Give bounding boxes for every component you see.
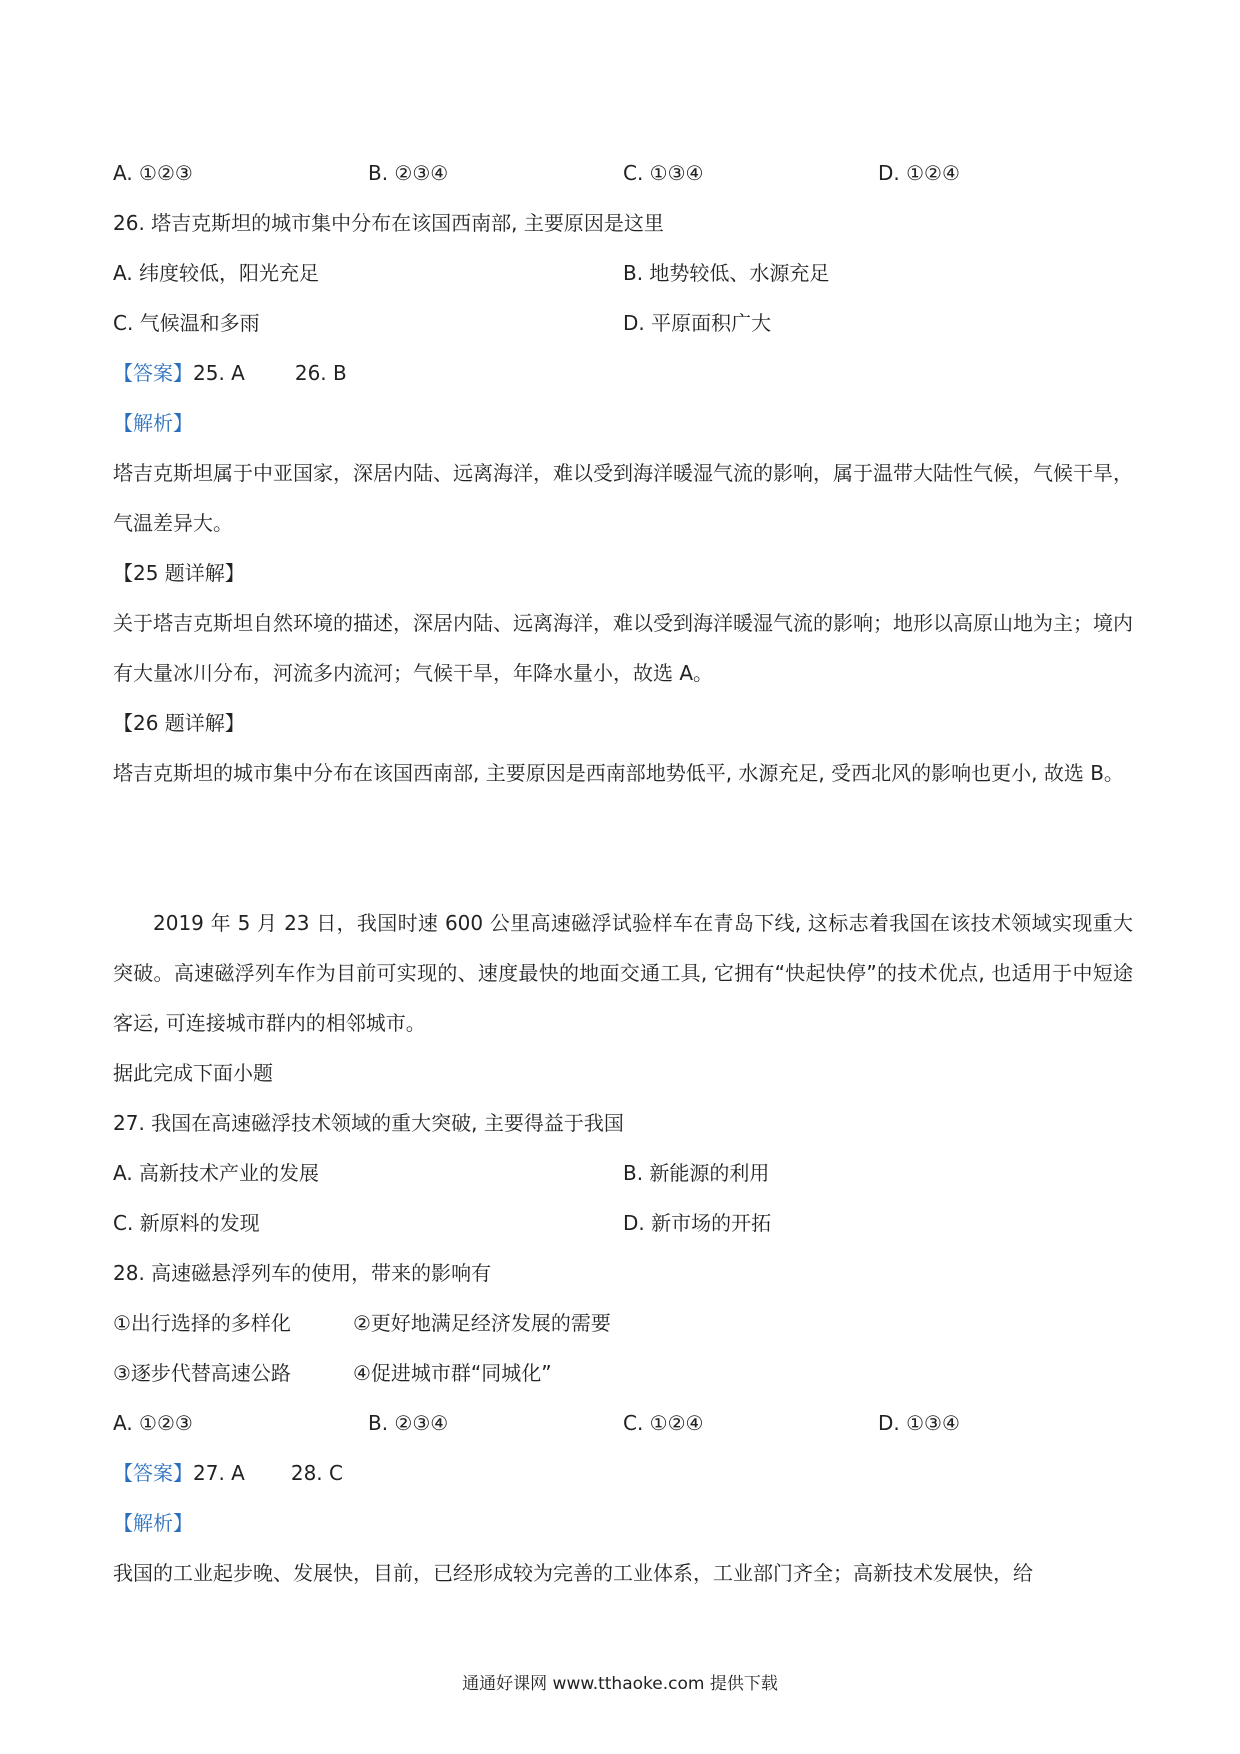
q28-item-4: ④促进城市群“同城化” (353, 1361, 552, 1385)
q25-option-d: D. ①②④ (878, 161, 960, 185)
q28-option-d: D. ①③④ (878, 1411, 960, 1435)
answer-line-2 (113, 1458, 343, 1488)
answer-label: 【答案】 (113, 1461, 193, 1485)
q28-option-c: C. ①②④ (623, 1411, 704, 1435)
analysis-label-1: 【解析】 (113, 411, 193, 435)
q28-item-1: ①出行选择的多样化 (113, 1311, 291, 1335)
q26-option-d: D. 平原面积广大 (623, 311, 772, 335)
analysis-text-2: 我国的工业起步晚、发展快，目前，已经形成较为完善的工业体系，工业部门齐全；高新技术发展快，给 (113, 1561, 1033, 1585)
answer-line-1 (113, 358, 347, 388)
q28-option-a: A. ①②③ (113, 1411, 193, 1435)
detail-25-label: 【25 题详解】 (113, 561, 245, 585)
q25-option-b: B. ②③④ (368, 161, 449, 185)
q26-option-c: C. 气候温和多雨 (113, 311, 260, 335)
q28-item-3: ③逐步代替高速公路 (113, 1361, 291, 1385)
answer-27: 27. A (193, 1461, 245, 1485)
passage-text: 2019 年 5 月 23 日，我国时速 600 公里高速磁浮试验样车在青岛下线, 这标志着我国在该技术领域实现重大突破。高速磁浮列车作为目前可实现的、速度最快的地面交通工具, 它拥有“快起快停”的技术优点, 也适用于中短途客运, 可连接城市群内的相邻城市。 (113, 911, 1133, 1035)
q26-stem: 26. 塔吉克斯坦的城市集中分布在该国西南部, 主要原因是这里 (113, 211, 664, 235)
detail-26-text: 塔吉克斯坦的城市集中分布在该国西南部, 主要原因是西南部地势低平, 水源充足, 受西北风的影响也更小, 故选 B。 (113, 761, 1124, 785)
analysis-text-1: 塔吉克斯坦属于中亚国家，深居内陆、远离海洋，难以受到海洋暖湿气流的影响，属于温带大陆性气候，气候干旱，气温差异大。 (113, 461, 1133, 535)
q27-stem: 27. 我国在高速磁浮技术领域的重大突破, 主要得益于我国 (113, 1111, 624, 1135)
answer-25: 25. A (193, 361, 245, 385)
q28-item-2: ②更好地满足经济发展的需要 (353, 1311, 611, 1335)
q28-stem: 28. 高速磁悬浮列车的使用，带来的影响有 (113, 1261, 492, 1285)
q25-option-c: C. ①③④ (623, 161, 704, 185)
detail-26-label: 【26 题详解】 (113, 711, 245, 735)
page-footer: 通通好课网 www.tthaoke.com 提供下载 (462, 1674, 778, 1694)
answer-26: 26. B (294, 361, 347, 385)
answer-label: 【答案】 (113, 361, 193, 385)
passage-instruction: 据此完成下面小题 (113, 1061, 273, 1085)
q25-option-a: A. ①②③ (113, 161, 193, 185)
q27-option-b: B. 新能源的利用 (623, 1161, 770, 1185)
q27-option-d: D. 新市场的开拓 (623, 1211, 772, 1235)
q27-option-c: C. 新原料的发现 (113, 1211, 260, 1235)
q27-option-a: A. 高新技术产业的发展 (113, 1161, 320, 1185)
detail-25-text: 关于塔吉克斯坦自然环境的描述，深居内陆、远离海洋，难以受到海洋暖湿气流的影响；地形以高原山地为主；境内有大量冰川分布，河流多内流河；气候干旱，年降水量小，故选 A。 (113, 611, 1133, 685)
q28-option-b: B. ②③④ (368, 1411, 449, 1435)
q26-option-b: B. 地势较低、水源充足 (623, 261, 830, 285)
analysis-label-2: 【解析】 (113, 1511, 193, 1535)
q26-option-a: A. 纬度较低，阳光充足 (113, 261, 320, 285)
answer-28: 28. C (290, 1461, 343, 1485)
